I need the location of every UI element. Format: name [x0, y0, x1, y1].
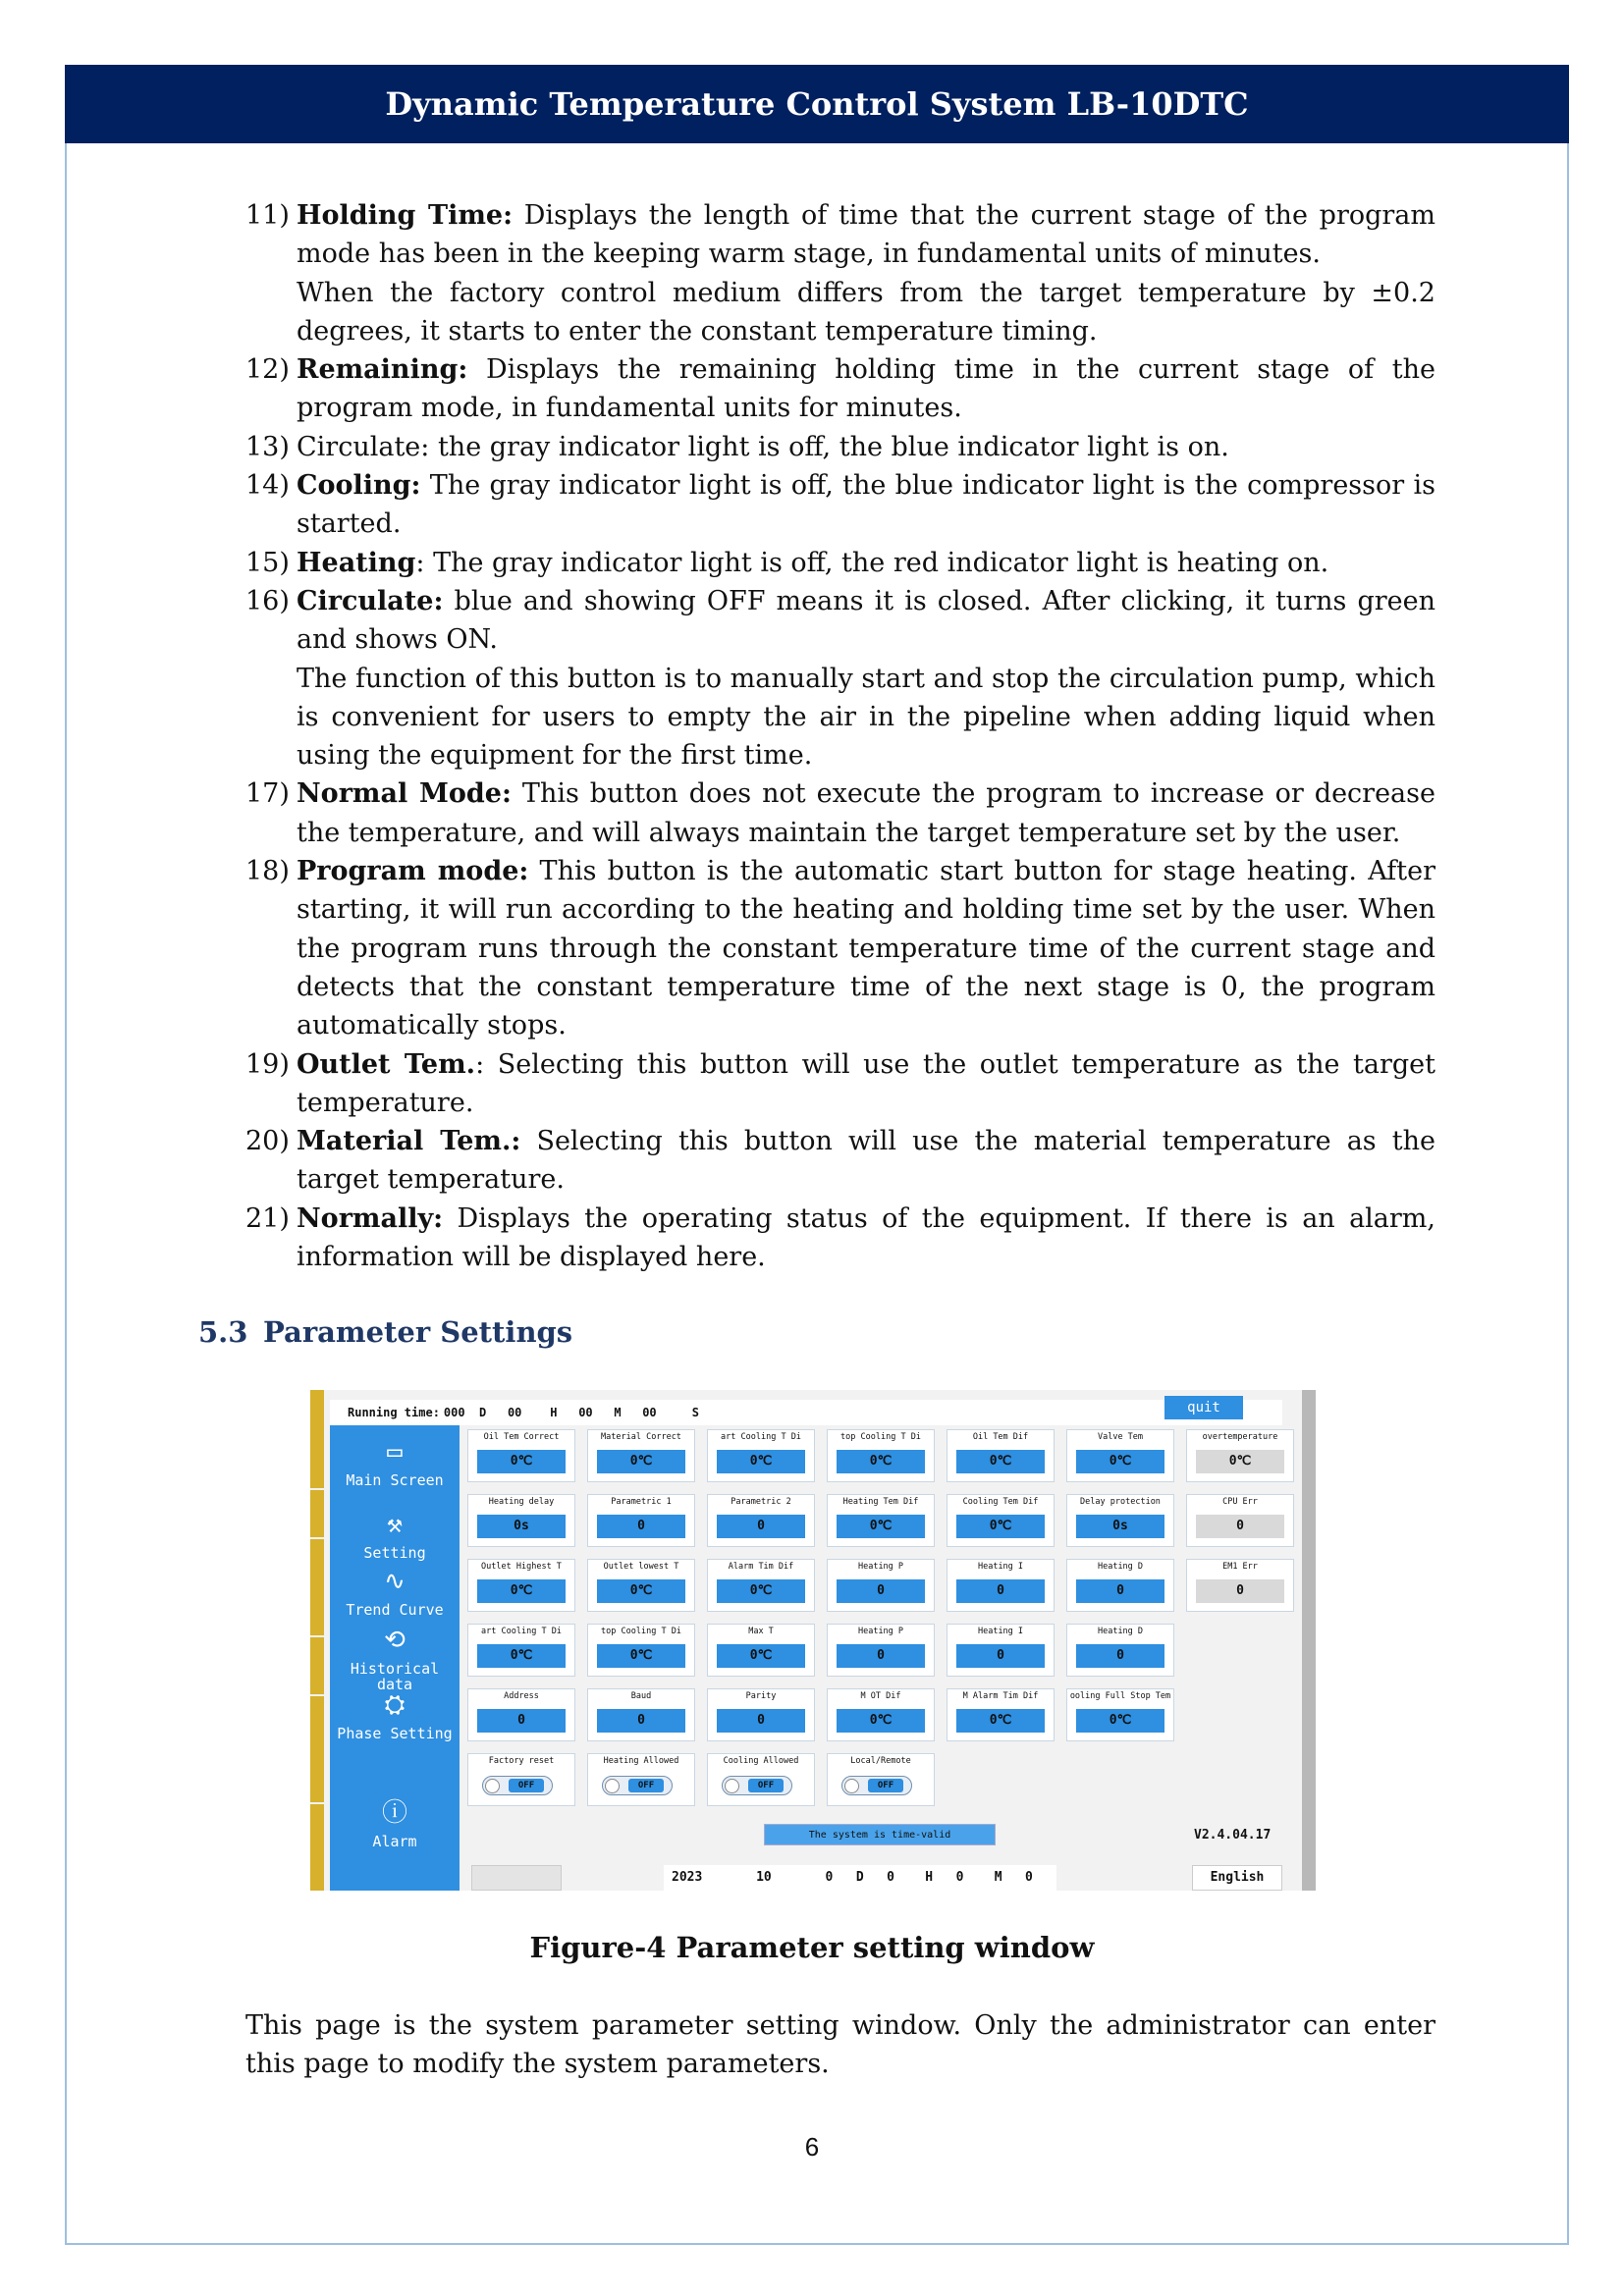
parameter-value-input[interactable]: 0℃: [717, 1644, 805, 1668]
parameter-label: Material Correct: [601, 1432, 681, 1442]
parameter-label: Parametric 1: [611, 1497, 672, 1507]
list-item: [245, 852, 1435, 1044]
parameter-label: Heating P: [857, 1627, 904, 1636]
item-term: Program mode:: [297, 856, 529, 887]
parameter-label: Oil Tem Dif: [972, 1432, 1029, 1442]
parameter-label: M OT Dif: [860, 1691, 901, 1701]
parameter-value-input[interactable]: 0℃: [956, 1515, 1045, 1538]
item-description: Selecting this button will use the material temperature as the target temperature.: [297, 1126, 1435, 1196]
parameter-label: ooling Full Stop Tem: [1069, 1691, 1171, 1701]
parameter-label: Heating I: [977, 1562, 1024, 1572]
toggle-label: Local/Remote: [850, 1756, 911, 1766]
parameter-cell: [1186, 1559, 1294, 1612]
item-number: 13): [245, 431, 290, 462]
parameter-value-input[interactable]: 0: [1196, 1579, 1284, 1603]
toggle-label: Heating Allowed: [603, 1756, 679, 1766]
parameter-label: Heating Tem Dif: [842, 1497, 919, 1507]
sidebar-item-label: Main Screen: [346, 1471, 444, 1489]
item-number: 19): [245, 1048, 290, 1080]
list-item: [245, 350, 1435, 428]
sidebar-item-label: Trend Curve: [346, 1601, 444, 1619]
phase-icon: ⛭: [384, 1690, 406, 1720]
item-extra: The function of this button is to manually start and stop the circulation pump, which is convenient for users to empty the air in the pipeline when adding liquid when using the equipment for the first time.: [297, 663, 1435, 772]
parameter-value-input[interactable]: 0℃: [717, 1450, 805, 1473]
item-description: blue and showing OFF means it is closed. After clicking, it turns green and shows ON.: [297, 585, 1435, 656]
parameter-value-input[interactable]: 0: [1196, 1515, 1284, 1538]
item-term: Material Tem.:: [297, 1126, 521, 1157]
toggle-knob: [605, 1779, 620, 1793]
toggle-cell: [587, 1753, 695, 1806]
parameter-cell: [467, 1429, 575, 1482]
parameter-value-input[interactable]: 0: [956, 1644, 1045, 1668]
list-item: [245, 196, 1435, 350]
parameter-cell: [947, 1494, 1055, 1547]
parameter-setting-screenshot: [310, 1390, 1316, 1891]
left-accent-strip: [310, 1390, 324, 1891]
sidebar-item-trend-curve[interactable]: [330, 1567, 460, 1618]
item-text: [297, 852, 1435, 1044]
parameter-label: Parity: [745, 1691, 777, 1701]
item-list: [245, 196, 1435, 1276]
parameter-value-input[interactable]: 0: [597, 1515, 685, 1538]
section-number: 5.3: [198, 1315, 248, 1349]
parameter-label: CPU Err: [1222, 1497, 1258, 1507]
item-number: 18): [245, 856, 290, 887]
parameter-cell: [1066, 1624, 1174, 1677]
item-description: Displays the operating status of the equipment. If there is an alarm, information will be displayed here.: [297, 1202, 1435, 1273]
sidebar-item-main-screen[interactable]: [330, 1437, 460, 1488]
sidebar-item-label: Phase Setting: [337, 1725, 453, 1742]
section-heading: [198, 1315, 572, 1349]
toggle-knob: [725, 1779, 739, 1793]
parameter-value-input[interactable]: 0℃: [956, 1709, 1045, 1733]
item-description: : The gray indicator light is off, the red indicator light is heating on.: [415, 547, 1329, 578]
page-header: [65, 65, 1569, 143]
sidebar-item-label: Setting: [363, 1544, 426, 1562]
item-term: Outlet Tem.: [297, 1048, 476, 1080]
parameter-value-input[interactable]: 0℃: [477, 1579, 566, 1603]
parameter-value-input[interactable]: 0℃: [956, 1450, 1045, 1473]
parameter-cell: [827, 1624, 935, 1677]
parameter-cell: [467, 1559, 575, 1612]
item-number: 12): [245, 354, 290, 386]
parameter-value-input[interactable]: 0℃: [1196, 1450, 1284, 1473]
toggle-state: OFF: [628, 1779, 664, 1792]
item-term: Cooling:: [297, 470, 421, 502]
item-text: [297, 350, 1435, 428]
parameter-label: top Cooling T Di: [840, 1432, 921, 1442]
item-term: Normal Mode:: [297, 778, 512, 810]
toggle-cell: [707, 1753, 815, 1806]
chart-icon: ∿: [384, 1567, 406, 1596]
parameter-label: Delay protection: [1080, 1497, 1161, 1507]
list-item: [245, 1200, 1435, 1277]
item-term: Normally:: [297, 1202, 444, 1234]
item-description: Displays the remaining holding time in the current stage of the program mode, in fundamental units for minutes.: [297, 354, 1435, 424]
parameter-value-input[interactable]: 0℃: [717, 1579, 805, 1603]
parameter-value-input[interactable]: 0℃: [837, 1709, 925, 1733]
toggle-cell: [827, 1753, 935, 1806]
item-term: Heating: [297, 547, 416, 578]
list-item: [245, 1045, 1435, 1123]
parameter-value-input[interactable]: 0: [717, 1709, 805, 1733]
item-text: [297, 1045, 1435, 1123]
item-number: 15): [245, 547, 290, 578]
parameter-label: Parametric 2: [731, 1497, 791, 1507]
list-item: [245, 582, 1435, 774]
parameter-value-input[interactable]: 0: [956, 1579, 1045, 1603]
parameter-value-input[interactable]: 0s: [477, 1515, 566, 1538]
item-extra: When the factory control medium differs from the target temperature by ±0.2 degrees, it starts to enter the constant temperature timing.: [297, 277, 1435, 347]
parameter-label: Heating D: [1097, 1562, 1144, 1572]
parameter-cell: [707, 1429, 815, 1482]
item-text: [297, 1122, 1435, 1200]
parameter-cell: [1066, 1494, 1174, 1547]
item-text: [297, 582, 1435, 660]
item-text: [297, 196, 1435, 274]
parameter-cell: [827, 1429, 935, 1482]
parameter-label: Valve Tem: [1097, 1432, 1144, 1442]
parameter-cell: [947, 1429, 1055, 1482]
parameter-label: EM1 Err: [1222, 1562, 1258, 1572]
parameter-cell: [587, 1688, 695, 1741]
toggle-switch[interactable]: [602, 1776, 673, 1795]
parameter-cell: [707, 1688, 815, 1741]
item-number: 16): [245, 585, 290, 616]
parameter-label: art Cooling T Di: [481, 1627, 562, 1636]
item-number: 14): [245, 470, 290, 502]
parameter-cell: [467, 1624, 575, 1677]
toggle-state: OFF: [509, 1779, 544, 1792]
parameter-value-input[interactable]: 0: [597, 1709, 685, 1733]
item-term: Circulate:: [297, 585, 444, 616]
list-item: [245, 774, 1435, 852]
list-item: [245, 544, 1435, 582]
parameter-label: Cooling Tem Dif: [962, 1497, 1039, 1507]
toggle-switch[interactable]: [841, 1776, 912, 1795]
system-status: The system is time-valid: [764, 1824, 996, 1845]
list-item: [245, 466, 1435, 544]
parameter-cell: [467, 1494, 575, 1547]
parameter-label: Heating P: [857, 1562, 904, 1572]
sidebar-item-label: Historical data: [350, 1660, 440, 1693]
wrench-icon: ⚒: [387, 1510, 403, 1539]
sidebar-item-historical-data[interactable]: [330, 1626, 460, 1692]
parameter-cell: [587, 1429, 695, 1482]
parameter-label: Address: [504, 1691, 539, 1701]
item-description: : Selecting this button will use the outlet temperature as the target temperature.: [297, 1048, 1435, 1118]
parameter-value-input[interactable]: 0℃: [1076, 1450, 1164, 1473]
parameter-cell: [587, 1494, 695, 1547]
parameter-value-input[interactable]: 0: [1076, 1644, 1164, 1668]
sidebar-item-alarm[interactable]: [330, 1798, 460, 1849]
parameter-label: Heating delay: [488, 1497, 555, 1507]
item-term: Holding Time:: [297, 200, 514, 231]
item-text: [297, 774, 1435, 852]
running-time-label: Running time:: [348, 1406, 440, 1419]
item-term: Remaining:: [297, 354, 468, 386]
parameter-value-input[interactable]: 0: [837, 1644, 925, 1668]
parameter-label: Max T: [748, 1627, 774, 1636]
item-description: Circulate: the gray indicator light is off, the blue indicator light is on.: [297, 431, 1229, 462]
parameter-value-input[interactable]: 0s: [1076, 1515, 1164, 1538]
item-text: [297, 1200, 1435, 1277]
parameter-cell: [587, 1624, 695, 1677]
item-text: [297, 544, 1435, 582]
parameter-cell: [947, 1559, 1055, 1612]
parameter-value-input[interactable]: 0: [717, 1515, 805, 1538]
parameter-cell: [827, 1688, 935, 1741]
parameter-label: Baud: [630, 1691, 652, 1701]
parameter-value-input[interactable]: 0℃: [1076, 1709, 1164, 1733]
parameter-value-input[interactable]: 0℃: [477, 1450, 566, 1473]
parameter-cell: [707, 1624, 815, 1677]
parameter-value-input[interactable]: 0: [837, 1579, 925, 1603]
toggle-label: Factory reset: [488, 1756, 555, 1766]
parameter-value-input[interactable]: 0℃: [597, 1644, 685, 1668]
monitor-icon: ▭: [387, 1437, 403, 1467]
parameter-label: Outlet lowest T: [603, 1562, 679, 1572]
item-number: 17): [245, 778, 290, 810]
toggle-switch[interactable]: [722, 1776, 792, 1795]
parameter-label: Heating I: [977, 1627, 1024, 1636]
sidebar-item-setting[interactable]: [330, 1510, 460, 1561]
parameter-cell: [1066, 1429, 1174, 1482]
parameter-value-input[interactable]: 0: [1076, 1579, 1164, 1603]
parameter-value-input[interactable]: 0℃: [597, 1579, 685, 1603]
running-time-bar: [330, 1400, 1282, 1425]
parameter-cell: [467, 1688, 575, 1741]
parameter-cell: [1066, 1688, 1174, 1741]
parameter-value-input[interactable]: 0: [477, 1709, 566, 1733]
info-icon: ⓘ: [381, 1798, 407, 1828]
parameter-value-input[interactable]: 0℃: [477, 1644, 566, 1668]
parameter-value-input[interactable]: 0℃: [597, 1450, 685, 1473]
toggle-knob: [844, 1779, 859, 1793]
parameter-label: overtemperature: [1202, 1432, 1278, 1442]
parameter-cell: [827, 1559, 935, 1612]
parameter-cell: [707, 1559, 815, 1612]
parameter-label: M Alarm Tim Dif: [962, 1691, 1039, 1701]
toggle-state: OFF: [868, 1779, 903, 1792]
parameter-cell: [1066, 1559, 1174, 1612]
parameter-label: Heating D: [1097, 1627, 1144, 1636]
parameter-label: art Cooling T Di: [721, 1432, 801, 1442]
header-title: Dynamic Temperature Control System LB-10DTC: [385, 85, 1249, 123]
parameter-label: top Cooling T Di: [601, 1627, 681, 1636]
body-paragraph: This page is the system parameter setting window. Only the administrator can enter this page to modify the system parameters.: [245, 2010, 1435, 2080]
parameter-cell: [1186, 1494, 1294, 1547]
item-description: The gray indicator light is off, the blue indicator light is the compressor is started.: [297, 470, 1435, 540]
parameter-value-input[interactable]: 0℃: [837, 1515, 925, 1538]
item-number: 11): [245, 200, 290, 231]
bottom-left-button[interactable]: [471, 1865, 562, 1891]
parameter-cell: [1186, 1429, 1294, 1482]
item-description: This button is the automatic start button for stage heating. After starting, it will run according to the heating and holding time set by the user. When the program runs through the constant temperature time of the current stage and detects that the constant temperature time of the next stage is 0, the program automatically stops.: [297, 856, 1435, 1041]
item-text: [297, 428, 1435, 466]
parameter-grid: [467, 1429, 1302, 1822]
toggle-knob: [485, 1779, 500, 1793]
parameter-cell: [947, 1688, 1055, 1741]
toggle-label: Cooling Allowed: [723, 1756, 799, 1766]
toggle-switch[interactable]: [482, 1776, 553, 1795]
list-item: [245, 428, 1435, 466]
history-icon: ⟲: [384, 1626, 406, 1655]
sidebar: [330, 1425, 460, 1891]
figure-caption: Figure-4 Parameter setting window: [529, 1931, 1095, 1964]
item-number: 21): [245, 1202, 290, 1234]
right-scroll-strip: [1302, 1390, 1316, 1891]
language-button[interactable]: English: [1192, 1865, 1282, 1891]
parameter-cell: [707, 1494, 815, 1547]
sidebar-item-label: Alarm: [372, 1833, 417, 1850]
page-number: 6: [804, 2132, 820, 2162]
section-title: Parameter Settings: [263, 1315, 573, 1349]
quit-button[interactable]: quit: [1164, 1396, 1243, 1419]
parameter-cell: [947, 1624, 1055, 1677]
parameter-cell: [587, 1559, 695, 1612]
version-label: V2.4.04.17: [1194, 1828, 1272, 1842]
parameter-value-input[interactable]: 0℃: [837, 1450, 925, 1473]
item-number: 20): [245, 1126, 290, 1157]
toggle-state: OFF: [748, 1779, 784, 1792]
parameter-label: Oil Tem Correct: [483, 1432, 560, 1442]
item-description: Displays the length of time that the current stage of the program mode has been in the keeping warm stage, in fundamental units of minutes.: [297, 200, 1435, 270]
item-text: [297, 466, 1435, 544]
item-description: This button does not execute the program to increase or decrease the temperature, and will always maintain the target temperature set by the user.: [297, 778, 1435, 848]
date-bar: 2023 10 0 D 0 H 0 M 0: [664, 1865, 1056, 1891]
sidebar-item-phase-setting[interactable]: [330, 1690, 460, 1741]
parameter-label: Alarm Tim Dif: [728, 1562, 794, 1572]
toggle-cell: [467, 1753, 575, 1806]
running-time-value: 000 D 00 H 00 M 00 S: [443, 1406, 700, 1419]
parameter-cell: [827, 1494, 935, 1547]
list-item: [245, 1122, 1435, 1200]
parameter-label: Outlet Highest T: [481, 1562, 562, 1572]
